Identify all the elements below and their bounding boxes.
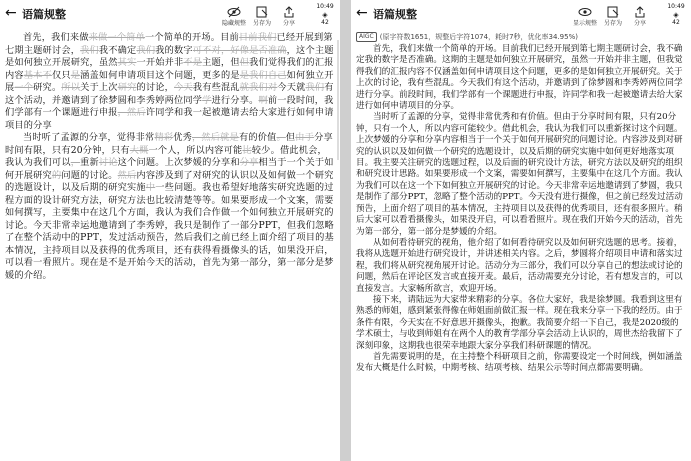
deleted-text: ， (70, 157, 81, 168)
kept-text: 研究的认识以及 (202, 169, 268, 181)
kept-text: 一个人，所以内容可能 (148, 144, 243, 156)
left-panel (0, 0, 340, 461)
paragraph: 从如何看待研究的视角，他介绍了如何看待研究以及如何研究选题的思考。接着，我将从选题开始进行研究设计，并讲述相关内容。之后，梦圆将介绍项目申请和落实过程，我们将从研究视角展开讨论。活动分为三部分，我们可以分享自己的想法或讨论的问题，然后在评论区发言或直接开麦。最后，活动需要充分讨论，若有想发言的，可以直接发言。大家畅所欲言，欢迎开场。 (356, 237, 683, 294)
top-bar (0, 0, 340, 30)
kept-text: ，我认为 (145, 207, 184, 218)
paragraph: 接下来，请陆远为大家带来精彩的分享。各位大家好，我是徐梦圆。我看到这里有熟悉的师姐，感到紧张得像在师姐面前做汇报一样。现在我来分享一下我的经历。由于条件有限，今天实在不好意思开摄像头，抱歉。我简要介绍一下自己，我是2020级的学术硕士，与收到师姐有在两个人的教育学部分享会活动上认识的，周世杰给我留下了深刻印象，这期我也很荣幸地跟大家分享我们科研课题的情况。 (356, 294, 683, 351)
kept-text: 我们 (296, 219, 316, 231)
kept-text: 项目的 (296, 232, 325, 243)
kept-text: 撰写 (23, 207, 43, 218)
kept-text: 开始今天的活动，首先 (127, 257, 221, 268)
deleted-text: 基本不 (23, 69, 52, 81)
share-icon (625, 3, 655, 17)
deleted-text: 其实 (117, 57, 137, 68)
kept-text: ，然 (164, 232, 184, 243)
kept-text: 第一部分，第一部分是梦媛的 (5, 257, 334, 281)
kept-text: 当时听了孟源的分享，觉得非常 (23, 132, 155, 143)
show-normalize-button[interactable] (570, 3, 600, 27)
kept-text: 等等。 (192, 194, 221, 206)
kept-text: 我有些混乱 (192, 82, 240, 93)
wifi-icon: ◈ (673, 11, 679, 19)
kept-text: 是不 (98, 257, 118, 268)
kept-text: 看摄像头 (211, 244, 250, 256)
share-icon (274, 3, 304, 17)
arrow-left-icon[interactable]: ← (356, 5, 368, 21)
hide-normalize-button[interactable] (219, 3, 249, 27)
deleted-text: 不是 (183, 57, 203, 68)
kept-text: 重新 (80, 157, 99, 168)
kept-text: 个关于如何开展研究 (5, 157, 334, 181)
page-title: 语篇规整 (22, 8, 66, 21)
kept-text: 做一个 (220, 207, 250, 218)
kept-text: 更多的是 (202, 69, 240, 81)
eye-off-icon (219, 3, 249, 17)
kept-text: 内容涉及到了对 (136, 169, 203, 181)
kept-text: 涵盖如何申请项目这个问题， (80, 69, 203, 81)
deleted-text: 所以 (61, 82, 81, 93)
kept-text: ，这个主题是如何独立开展研究， (5, 44, 334, 68)
kept-text: 但 (285, 132, 296, 143)
kept-text: 的讨论， (136, 82, 175, 93)
share-label: 分享 (282, 20, 295, 27)
kept-text: 分享时间有限，只 (5, 132, 333, 156)
status-indicator (314, 3, 336, 27)
kept-text: 中 (61, 232, 71, 243)
kept-text: 如何独立开展 (5, 69, 334, 93)
kept-text: 我的数字 (155, 44, 193, 56)
kept-text: ，主要集中 (42, 207, 90, 218)
kept-text: 我们 (183, 207, 203, 218)
save-as-icon (598, 3, 628, 17)
deleted-text: 然后 (117, 169, 137, 181)
kept-text: 忽略了 (5, 219, 334, 243)
kept-text: 的话 (249, 244, 268, 256)
scrollbar[interactable] (337, 40, 339, 160)
kept-text: 上面介绍了 (249, 232, 297, 243)
deleted-text: 分享 (239, 157, 259, 168)
kept-text: 我不确定 (98, 44, 137, 56)
kept-text: 一开始并非 (136, 57, 184, 68)
save-as-button[interactable] (247, 3, 277, 27)
kept-text: 但 (286, 219, 297, 231)
kept-text: PPT (80, 232, 100, 243)
kept-text: 研究。 (33, 82, 62, 93)
deleted-text: ，然后就是 (192, 132, 239, 143)
deleted-text: 比 (242, 144, 252, 156)
kept-text: ，如果没开启 (267, 244, 325, 256)
kept-text: 我也希望 (202, 182, 240, 193)
kept-text: 我们之前 (193, 232, 231, 243)
kept-text: 关于上次 (80, 82, 118, 93)
kept-text: 上次梦媛的分享和 (164, 157, 240, 168)
kept-text: 部有一个课题进行申报 (23, 107, 118, 118)
kept-text: 的讨论。 (5, 207, 334, 231)
kept-text: 已经开展到第七期主题研讨会， (5, 32, 333, 56)
deleted-text: 一个 (14, 82, 34, 93)
battery-level: 42 (672, 19, 680, 26)
kept-text: 有20分钟，只有 (61, 144, 130, 156)
kept-text: 好地落实 (239, 182, 278, 193)
deleted-text: 目前我们 (238, 32, 277, 43)
deleted-text: ，然后 (117, 107, 146, 118)
kept-text: 今天 (33, 219, 52, 231)
kept-text: 主题，但 (202, 57, 240, 68)
kept-text: 已经 (230, 232, 250, 243)
deleted-text: 可不对，好像是否准确 (192, 44, 287, 56)
kept-text: 今天就 (277, 82, 306, 93)
kept-text: ，研究方法也 (98, 194, 156, 206)
kept-text: 如何独立开展研究 (249, 207, 325, 218)
kept-text: 问题。 (173, 182, 203, 193)
kept-text: 比较清楚 (155, 194, 193, 206)
clock-time: 10:49 (667, 3, 685, 10)
wifi-icon: ◈ (322, 11, 328, 19)
kept-text: 行如何申请项目的分享 (5, 107, 334, 131)
deleted-text: 由于 (295, 132, 315, 143)
right-panel (351, 0, 691, 461)
kept-text: 这个问题。 (117, 157, 165, 168)
status-indicator (665, 3, 687, 27)
deleted-text: 我们 (305, 82, 325, 93)
battery-level: 42 (321, 19, 329, 26)
share-button[interactable] (274, 3, 304, 27)
kept-text: 问题的讨论。 (61, 169, 118, 181)
deleted-text: 来做一个简单 (88, 32, 146, 43)
kept-text: 为 (220, 257, 231, 268)
kept-text: 邀请到了徐梦圆和李秀婷两位同学 (61, 94, 203, 106)
deleted-text: 的 (51, 169, 62, 181)
kept-text: 方面的设计 (14, 194, 62, 206)
kept-text: 看一看 (23, 257, 52, 268)
deleted-text: 。 (276, 132, 286, 143)
save-as-label: 另存为 (603, 20, 622, 27)
kept-text: 是 (117, 257, 128, 268)
kept-text: 研究 (61, 194, 81, 206)
deleted-text: 中 (145, 182, 156, 193)
top-bar (351, 0, 691, 30)
kept-text: 在整个活动 (14, 232, 62, 243)
save-as-button[interactable] (598, 3, 628, 27)
kept-text: 及获得的 (89, 244, 128, 256)
kept-text: 一些 (155, 182, 174, 193)
clock-time: 10:49 (316, 3, 334, 10)
kept-text: 仅只 (51, 69, 71, 81)
kept-text: 要如何 (5, 194, 334, 218)
share-label: 分享 (633, 20, 646, 27)
paragraph: 首先，我们来做一个简单的开场。目前我们已经开展到第七期主题研讨会，我不确定我的数字是否准确。这期的主题是如何独立开展研究，虽然一开始并非主题，但我觉得我们的汇报内容不仅涵盖如何申请项目这个问题，更多的是如何独立开展研究。关于上次的讨论，我有些混乱。今天我们有这个活动，并邀请到了徐梦圆和李秀婷两位同学进行分享。前段时间，我们学部有一个课题进行申报，许同学和我一起被邀请去给大家进行如何申请项目的分享。 (356, 44, 683, 112)
kept-text: 方法 (80, 194, 99, 206)
kept-text: ， (33, 244, 43, 256)
kept-text: 主持项目以 (42, 244, 90, 256)
kept-text: 照片。现在 (51, 257, 99, 268)
kept-text: 的价值 (248, 132, 277, 143)
kept-text: 发过活动预告 (108, 232, 165, 243)
deleted-text: 研究 (117, 82, 137, 93)
kept-text: 了一部分PPT， (220, 219, 287, 231)
kept-text: 进行分享。 (211, 94, 259, 106)
page-title: 语篇规整 (373, 8, 417, 21)
show-normalize-label: 显示规整 (572, 20, 597, 27)
kept-text: 优秀 (173, 132, 192, 143)
normalized-transcript (356, 32, 686, 461)
paragraph: 首先需要说明的是，在主持整个科研项目之前，你需要设定一个时间线，例如涵盖发布大概是什么时候，中期考核、结项考核、结果公示等时间点都需要明确。 (356, 351, 683, 374)
kept-text: ， (99, 232, 109, 243)
stats-row (356, 32, 686, 43)
kept-text: 基本情况 (5, 232, 334, 256)
deleted-text: 大概 (129, 144, 149, 156)
eye-icon (570, 3, 600, 17)
paragraph: 当时听了孟源的分享，觉得非常优秀和有价值。但由于分享时间有限，只有20分钟，只有一个人，所以内容可能较少。借此机会，我认为我们可以重新探讨这个问题。上次梦媛的分享和分享内容相当于一个关于如何开展研究的问题讨论。内容涉及到对研究的认识以及如何做一个研究的选题设计，以及后期的研究实施中如何更好地落实项目。我主要关注研究的选题过程，以及后面的研究设计方法，研究方法以及研究的组织和研究设计思路。如果要形成一个文案，需要如何撰写，主要集中在这几个方面。我认为我们可以在这一个下如何独立开展研究的讨论。今天非常幸运地邀请到了梦圆，我只是制作了部分PPT，忽略了整个活动的PPT。今天没有进行摄像，但之前已经发过活动预告，上面介绍了项目的基本情况，主持项目以及获得的优秀项目，还有很多照片。稍后大家可以看看摄像头，如果没开启，可以看看照片。现在我们开始今天的活动，首先为第一部分，第一部分是梦媛的介绍。 (356, 112, 683, 237)
paragraph-list (356, 44, 686, 375)
deleted-text: 我们 (80, 44, 99, 56)
kept-text: 还有 (174, 244, 193, 256)
kept-text: 在这几个方面 (89, 207, 146, 218)
deleted-text: 啊 (258, 94, 268, 106)
kept-text: 需 (314, 194, 325, 206)
kept-text: 相当于一 (258, 157, 297, 168)
deleted-text: 我们 (136, 44, 156, 56)
hide-normalize-label: 隐藏规整 (221, 20, 246, 27)
kept-text: 较少。借此机会，我认为我们可以 (5, 144, 327, 168)
kept-text: 如果要形成一个文案， (220, 194, 315, 206)
kept-text: 非常幸运 (51, 219, 90, 231)
arrow-left-icon[interactable]: ← (5, 5, 17, 21)
kept-text: 研究选题的过程 (5, 182, 334, 206)
kept-text: 首先，我们来做 (23, 32, 89, 43)
kept-text: 地邀请到了李秀婷，我 (89, 219, 184, 231)
deleted-text: 是我们自己 (239, 69, 287, 81)
original-transcript (5, 32, 335, 461)
kept-text: 合作 (202, 207, 221, 218)
kept-text: 获得 (192, 244, 212, 256)
kept-text: 许同学和我一起被邀请去给大家进 (145, 107, 287, 118)
kept-text: 虽然 (98, 57, 118, 68)
kept-text: 只是制作 (183, 219, 221, 231)
paragraph (5, 32, 335, 132)
aigc-badge: AIGC (356, 32, 377, 42)
kept-text: 我们觉得我们的汇报内容 (5, 57, 334, 81)
save-as-icon (247, 3, 277, 17)
share-button[interactable] (625, 3, 655, 27)
deleted-text: 讨论 (98, 157, 118, 168)
deleted-text: 就我们对 (239, 82, 278, 93)
kept-text: 一个简单的开场。目前 (145, 32, 239, 43)
kept-text: 的 (70, 232, 81, 243)
deleted-text: 学 (202, 94, 212, 106)
deleted-text: 今天 (174, 82, 193, 93)
deleted-text: 是 (70, 69, 81, 81)
kept-text: ，可以 (5, 244, 334, 268)
kept-text: 介绍。 (23, 269, 52, 281)
kept-text: 有 (238, 132, 249, 143)
kept-text: 后 (183, 232, 194, 243)
paragraph (5, 132, 335, 282)
kept-text: 优秀项目， (127, 244, 174, 256)
kept-text: 有这个活动，并 (5, 82, 334, 106)
kept-text: 如何做一个研究的选题设计，以及后期的研究实施 (5, 169, 334, 193)
deleted-text: 精彩 (154, 132, 174, 143)
stats-text: (原字符数1651，规整后字符1074，耗时7秒，优化率34.95%) (379, 33, 578, 41)
save-as-label: 另存为 (252, 20, 271, 27)
kept-text: 前一段时间，我们学 (5, 94, 334, 118)
deleted-text: 但 (239, 57, 250, 68)
